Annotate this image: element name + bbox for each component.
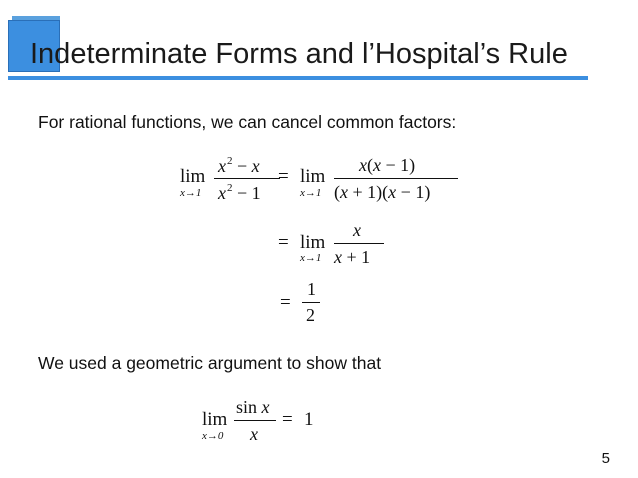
result-value: 1 (304, 409, 314, 430)
fraction-bar (302, 302, 320, 303)
lim-subscript: x→1 (300, 252, 322, 264)
equals-sign: = (278, 166, 289, 187)
fraction-denominator: x + 1 (334, 247, 371, 267)
fraction-numerator: sin x (236, 397, 270, 417)
lim-operator: lim (180, 166, 206, 187)
fraction-bar (214, 178, 280, 179)
lim-subscript: x→1 (180, 187, 202, 199)
fraction-denominator: x (250, 424, 258, 444)
fraction-bar (334, 243, 384, 244)
title-underline-bar (8, 76, 588, 80)
fraction-numerator: x(x − 1) (359, 155, 416, 175)
equals-sign: = (282, 409, 293, 430)
equals-sign: = (278, 232, 289, 253)
fraction-denominator: 2 (306, 305, 315, 325)
fraction-numerator: x (353, 220, 361, 240)
equals-sign: = (280, 292, 291, 313)
lim-operator: lim (202, 409, 228, 430)
lim-subscript: x→0 (202, 430, 224, 442)
fraction-bar (234, 420, 276, 421)
lim-operator: lim (300, 232, 326, 253)
lim-subscript: x→1 (300, 187, 322, 199)
intro-text: For rational functions, we can cancel common factors: (38, 112, 457, 132)
fraction-bar (334, 178, 458, 179)
fraction-numerator: $x^2 - x$ (218, 155, 260, 176)
fraction-denominator: $x^2 - 1$ (218, 182, 261, 203)
slide-title: Indeterminate Forms and l’Hospital’s Rule (30, 38, 568, 70)
page-number: 5 (601, 450, 610, 467)
lim-operator: lim (300, 166, 326, 187)
geometric-argument-text: We used a geometric argument to show that (38, 353, 382, 373)
fraction-denominator: (x + 1)(x − 1) (334, 182, 431, 202)
fraction-numerator: 1 (307, 279, 316, 299)
